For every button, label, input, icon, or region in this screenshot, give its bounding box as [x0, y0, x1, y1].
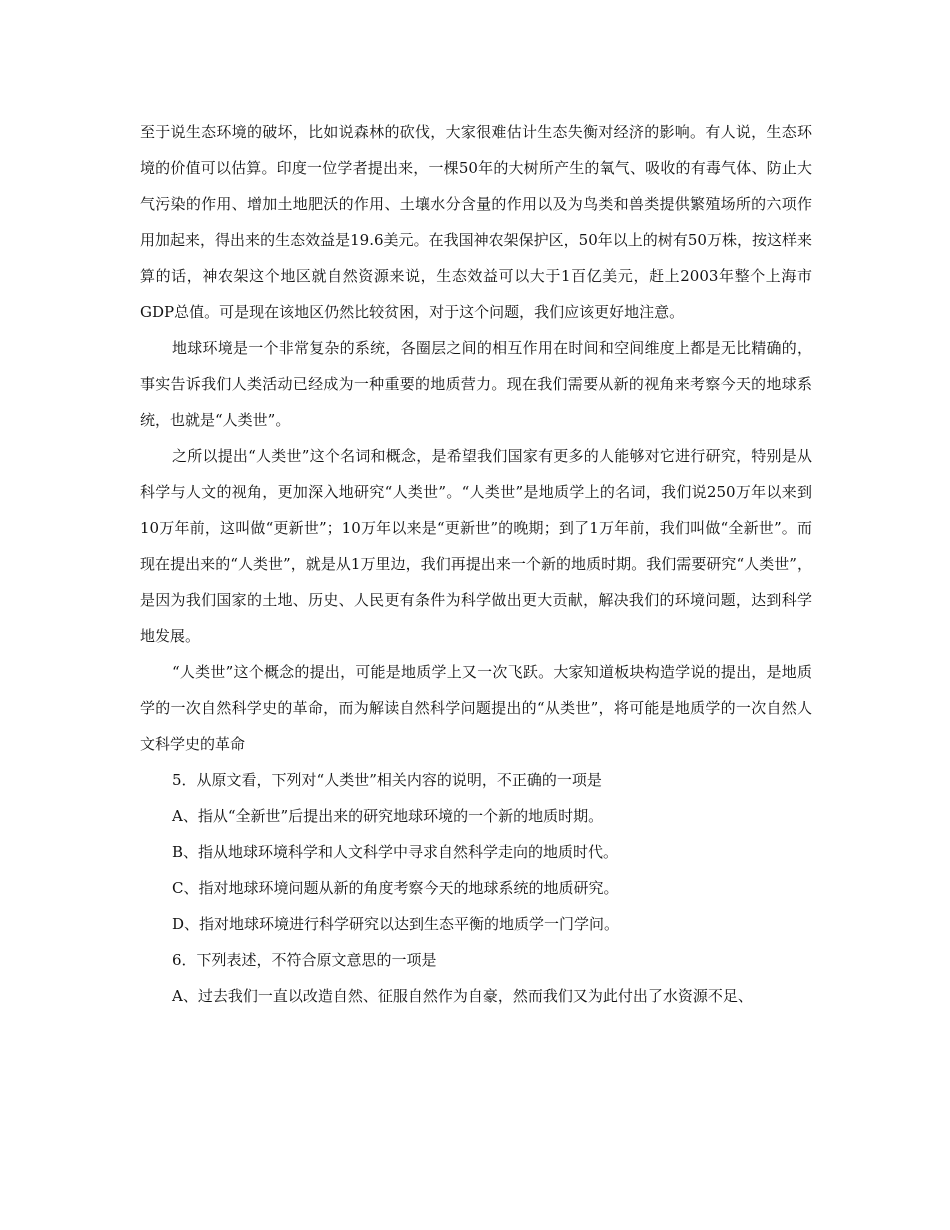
question-6	[140, 942, 812, 1014]
paragraph-earth-system: 地球环境是一个非常复杂的系统，各圈层之间的相互作用在时间和空间维度上都是无比精确的，事实告诉我们人类活动已经成为一种重要的地质营力。现在我们需要从新的视角来考察今天的地球系统，也就是“人类世”。	[140, 339, 812, 429]
option-a: A、指从“全新世”后提出来的研究地球环境的一个新的地质时期。	[172, 807, 604, 825]
question-stem: 5．从原文看，下列对“人类世”相关内容的说明，不正确的一项是	[172, 771, 602, 789]
paragraph-anthropocene-revolution: “人类世”这个概念的提出，可能是地质学上又一次飞跃。大家知道板块构造学说的提出，是地质学的一次自然科学史的革命，而为解读自然科学问题提出的“从类世”，将可能是地质学的一次自然人文科学史的革命	[140, 663, 812, 753]
option-a: A、过去我们一直以改造自然、征服自然作为自豪，然而我们又为此付出了水资源不足、	[172, 987, 753, 1005]
paragraph-anthropocene-concept: 之所以提出“人类世”这个名词和概念，是希望我们国家有更多的人能够对它进行研究，特别是从科学与人文的视角，更加深入地研究“人类世”。“人类世”是地质学上的名词，我们说250万年以来到10万年前，这叫做“更新世”；10万年以来是“更新世”的晚期；到了1万年前，我们叫做“全新世”。而现在提出来的“人类世”，就是从1万里边，我们再提出来一个新的地质时期。我们需要研究“人类世”，是因为我们国家的土地、历史、人民更有条件为科学做出更大贡献，解决我们的环境问题，达到科学地发展。	[140, 447, 812, 645]
option-d: D、指对地球环境进行科学研究以达到生态平衡的地质学一门学问。	[172, 915, 620, 933]
question-stem: 6．下列表述，不符合原文意思的一项是	[172, 951, 437, 969]
paragraph-ecology-value: 至于说生态环境的破坏，比如说森林的砍伐，大家很难估计生态失衡对经济的影响。有人说，生态环境的价值可以估算。印度一位学者提出来，一棵50年的大树所产生的氧气、吸收的有毒气体、防止大气污染的作用、增加土地肥沃的作用、土壤水分含量的作用以及为鸟类和兽类提供繁殖场所的六项作用加起来，得出来的生态效益是19.6美元。在我国神农架保护区，50年以上的树有50万株，按这样来算的话，神农架这个地区就自然资源来说，生态效益可以大于1百亿美元，赶上2003年整个上海市GDP总值。可是现在该地区仍然比较贫困，对于这个问题，我们应该更好地注意。	[140, 123, 812, 321]
question-5	[140, 762, 812, 942]
option-b: B、指从地球环境科学和人文科学中寻求自然科学走向的地质时代。	[172, 843, 619, 861]
document-body	[140, 114, 812, 1014]
option-c: C、指对地球环境问题从新的角度考察今天的地球系统的地质研究。	[172, 879, 619, 897]
